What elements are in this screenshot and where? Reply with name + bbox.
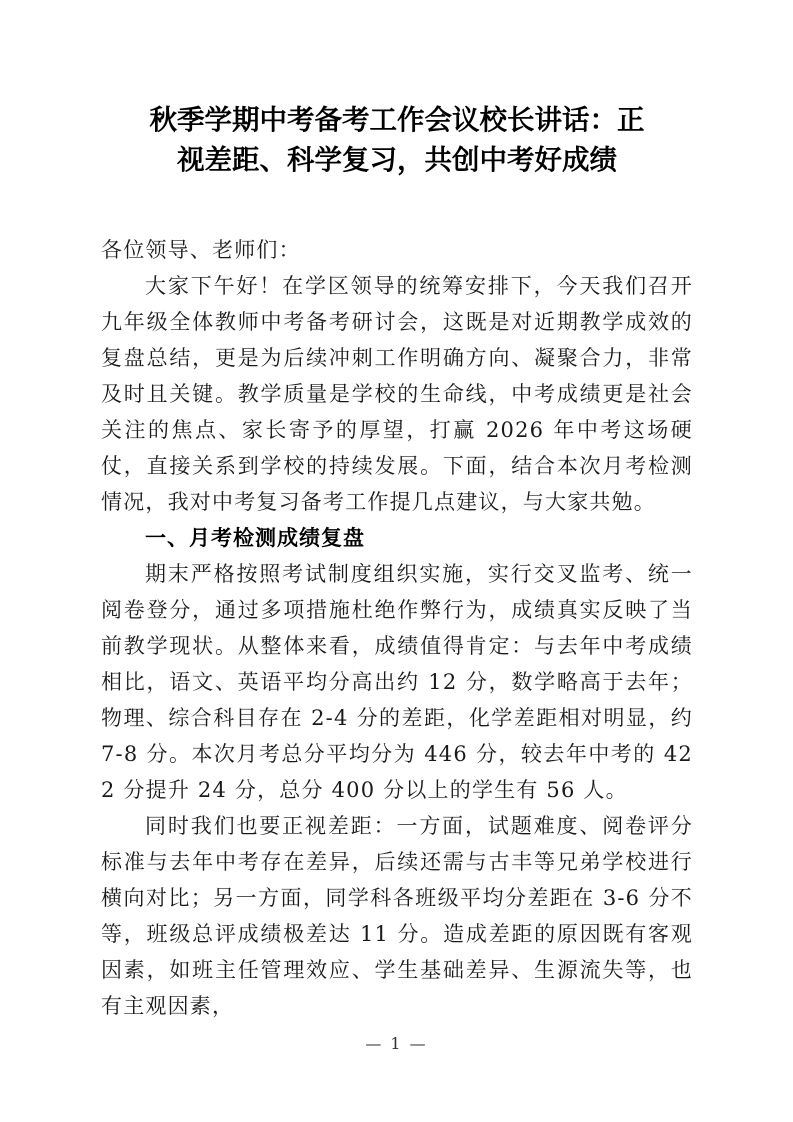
salutation: 各位领导、老师们： xyxy=(101,238,301,262)
paragraph-opening: 大家下午好！在学区领导的统筹安排下，今天我们召开九年级全体教师中考备考研讨会，这既是对近期教学成效的复盘总结，更是为后续冲刺工作明确方向、凝聚合力，非常及时且关键。教学质量是学校的生命线，中考成绩更是社会关注的焦点、家长寄予的厚望，打赢 2026 年中考这场硬仗，直接关系到学校的持续发展。下面，结合本次月考检测情况，我对中考复习备考工作提几点建议，与大家共勉。 xyxy=(101,274,693,514)
section-heading-1: 一、月考检测成绩复盘 xyxy=(145,526,365,550)
page-title xyxy=(101,100,693,180)
paragraph-gap-analysis: 同时我们也要正视差距：一方面，试题难度、阅卷评分标准与去年中考存在差异，后续还需与古丰等兄弟学校进行横向对比；另一方面，同学科各班级平均分差距在 3-6 分不等，班级总评成绩极差达 11 分。造成差距的原因既有客观因素，如班主任管理效应、学生基础差异、生源流失等，也有主观因素， xyxy=(101,814,693,1018)
title-line-2: 视差距、科学复习，共创中考好成绩 xyxy=(177,144,617,176)
title-body-spacer xyxy=(101,180,693,232)
page-footer xyxy=(0,1034,793,1053)
page-number: — 1 — xyxy=(365,1034,428,1053)
title-line-1: 秋季学期中考备考工作会议校长讲话：正 xyxy=(149,104,645,136)
paragraph-exam-review: 期末严格按照考试制度组织实施，实行交叉监考、统一阅卷登分，通过多项措施杜绝作弊行为，成绩真实反映了当前教学现状。从整体来看，成绩值得肯定：与去年中考成绩相比，语文、英语平均分高出约 12 分，数学略高于去年；物理、综合科目存在 2-4 分的差距，化学差距相对明显，约 7-8 分。本次月考总分平均分为 446 分，较去年中考的 422 分提升 24 分，总分 400 分以上的学生有 56 人。 xyxy=(101,562,693,802)
page-content xyxy=(101,100,693,1024)
